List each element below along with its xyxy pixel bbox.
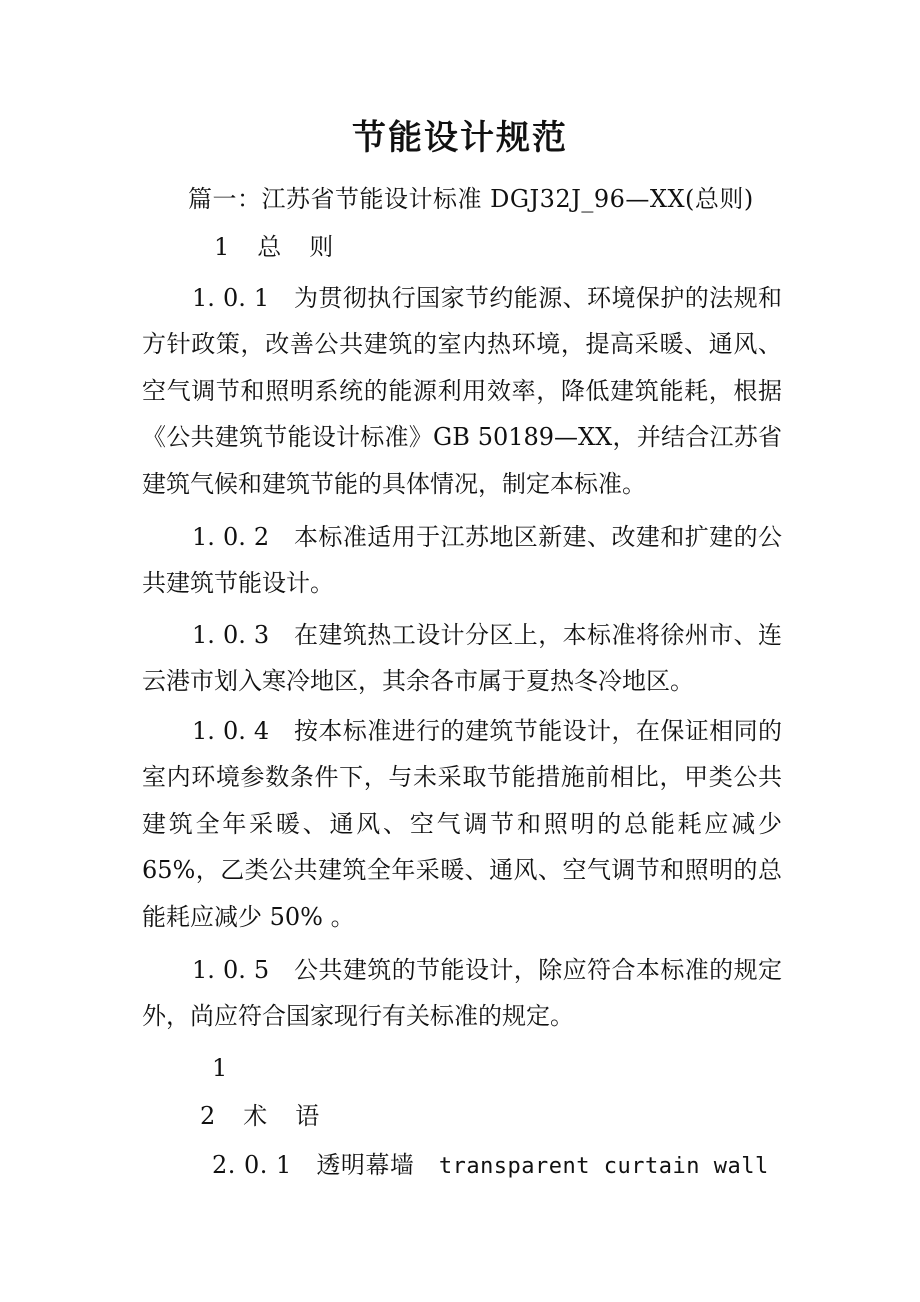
clause-1-0-1 bbox=[142, 275, 782, 507]
chapter-2-heading: 2 术 语 bbox=[200, 1102, 322, 1130]
clause-text: 在建筑热工设计分区上，本标准将徐州市、连云港市划入寒冷地区，其余各市属于夏热冬冷地区。 bbox=[142, 621, 783, 696]
term-english: transparent curtain wall bbox=[438, 1154, 769, 1179]
page-title: 节能设计规范 bbox=[352, 118, 568, 158]
clause-text: 按本标准进行的建筑节能设计，在保证相同的室内环境参数条件下，与未采取节能措施前相比，甲类公共建筑全年采暖、通风、空气调节和照明的总能耗应减少65%，乙类公共建筑全年采暖、通风、空气调节和照明的总能耗应减少 50% 。 bbox=[142, 717, 783, 931]
clause-number: 1. 0. 4 bbox=[192, 717, 270, 745]
clause-number: 1. 0. 1 bbox=[192, 284, 270, 312]
clause-text: 本标准适用于江苏地区新建、改建和扩建的公共建筑节能设计。 bbox=[142, 523, 783, 598]
clause-number: 1. 0. 5 bbox=[192, 956, 270, 984]
term-2-0-1 bbox=[212, 1147, 769, 1185]
page-number: 1 bbox=[212, 1054, 228, 1082]
clause-text: 公共建筑的节能设计，除应符合本标准的规定外，尚应符合国家现行有关标准的规定。 bbox=[142, 956, 783, 1031]
clause-1-0-5 bbox=[142, 947, 782, 1040]
clause-1-0-3 bbox=[142, 612, 782, 705]
clause-number: 1. 0. 3 bbox=[192, 621, 270, 649]
subtitle: 篇一：江苏省节能设计标准 DGJ32J_96—XX(总则) bbox=[188, 185, 754, 213]
term-chinese: 透明幕墙 bbox=[316, 1151, 415, 1179]
chapter-1-heading: 1 总 则 bbox=[214, 233, 336, 261]
clause-text: 为贯彻执行国家节约能源、环境保护的法规和方针政策，改善公共建筑的室内热环境，提高采暖、通风、空气调节和照明系统的能源利用效率，降低建筑能耗，根据《公共建筑节能设计标准》GB 50189—XX，并结合江苏省建筑气候和建筑节能的具体情况，制定本标准。 bbox=[142, 284, 783, 498]
term-number: 2. 0. 1 bbox=[212, 1151, 292, 1179]
clause-number: 1. 0. 2 bbox=[192, 523, 270, 551]
clause-1-0-2 bbox=[142, 514, 782, 607]
clause-1-0-4 bbox=[142, 708, 782, 940]
